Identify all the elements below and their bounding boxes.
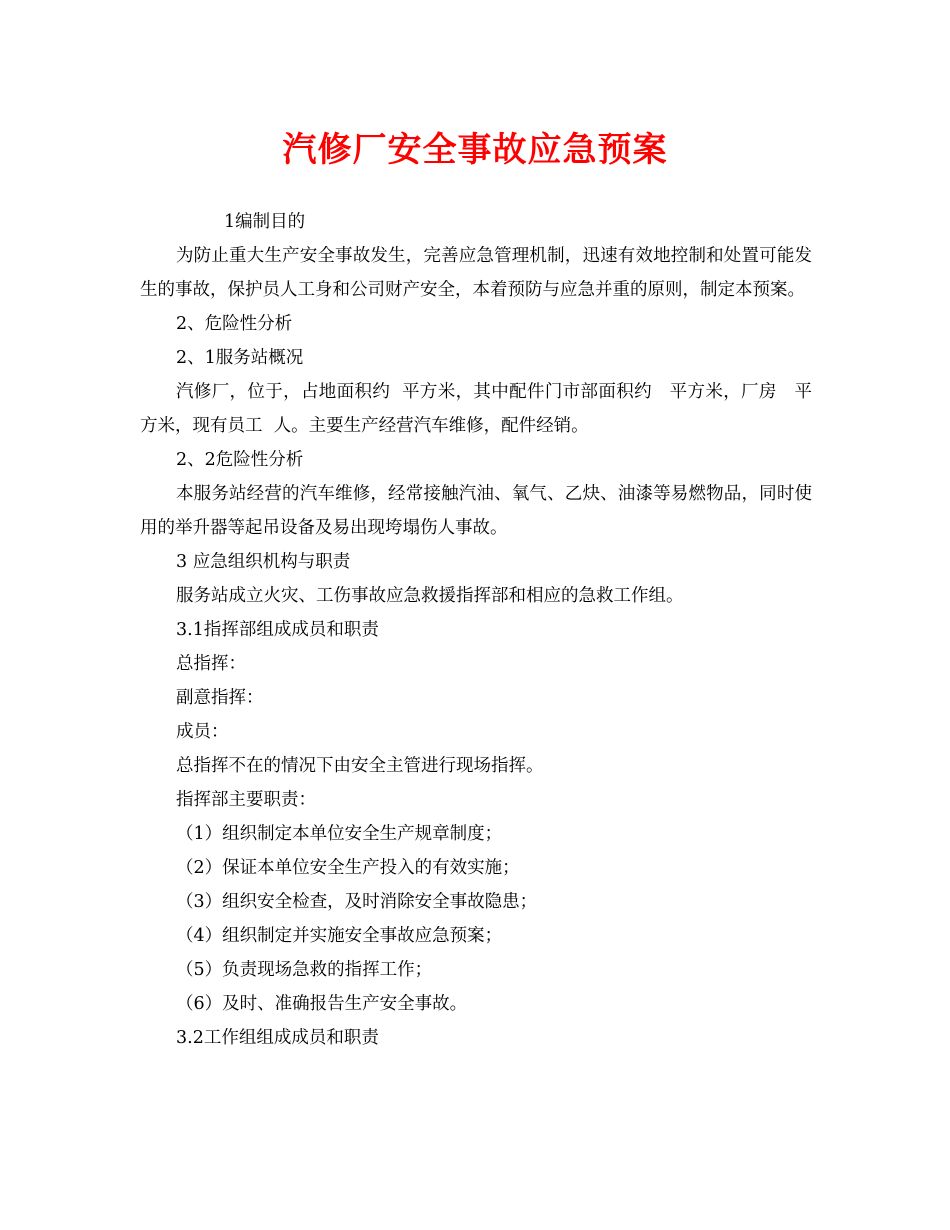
paragraph: 本服务站经营的汽车维修，经常接触汽油、氧气、乙炔、油漆等易燃物品，同时使用的举升器等起吊设备及易出现垮塌伤人事故。 bbox=[140, 484, 812, 538]
document-title: 汽修厂安全事故应急预案 bbox=[282, 130, 668, 170]
paragraph: 服务站成立火灾、工伤事故应急救援指挥部和相应的急救工作组。 bbox=[176, 586, 684, 606]
list-item: （5）负责现场急救的指挥工作； bbox=[176, 960, 433, 980]
paragraph: 汽修厂，位于，占地面积约 平方米，其中配件门市部面积约 平方米，厂房 平方米，现有员工 人。主要生产经营汽车维修，配件经销。 bbox=[140, 382, 812, 436]
paragraph: 总指挥不在的情况下由安全主管进行现场指挥。 bbox=[176, 756, 544, 776]
paragraph: 2、2危险性分析 bbox=[176, 450, 304, 470]
list-item: （4）组织制定并实施安全事故应急预案； bbox=[176, 926, 503, 946]
paragraph: 副意指挥： bbox=[176, 688, 264, 708]
paragraph: 2、1服务站概况 bbox=[176, 348, 304, 368]
list-item: （2）保证本单位安全生产投入的有效实施； bbox=[176, 858, 520, 878]
paragraph: 3.1指挥部组成成员和职责 bbox=[176, 620, 379, 640]
document-body bbox=[140, 205, 812, 1055]
paragraph: 3 应急组织机构与职责 bbox=[176, 552, 351, 572]
paragraph: 3.2工作组组成成员和职责 bbox=[176, 1028, 379, 1048]
paragraph: 2、危险性分析 bbox=[176, 314, 293, 334]
paragraph: 成员： bbox=[176, 722, 229, 742]
paragraph: 指挥部主要职责： bbox=[176, 790, 316, 810]
paragraph: 总指挥： bbox=[176, 654, 246, 674]
list-item: （6）及时、准确报告生产安全事故。 bbox=[176, 994, 468, 1014]
list-item: （1）组织制定本单位安全生产规章制度； bbox=[176, 824, 503, 844]
paragraph: 1编制目的 bbox=[224, 212, 306, 232]
paragraph: 为防止重大生产安全事故发生，完善应急管理机制，迅速有效地控制和处置可能发生的事故，保护员人工身和公司财产安全，本着预防与应急并重的原则，制定本预案。 bbox=[140, 246, 812, 300]
list-item: （3）组织安全检查，及时消除安全事故隐患； bbox=[176, 892, 538, 912]
